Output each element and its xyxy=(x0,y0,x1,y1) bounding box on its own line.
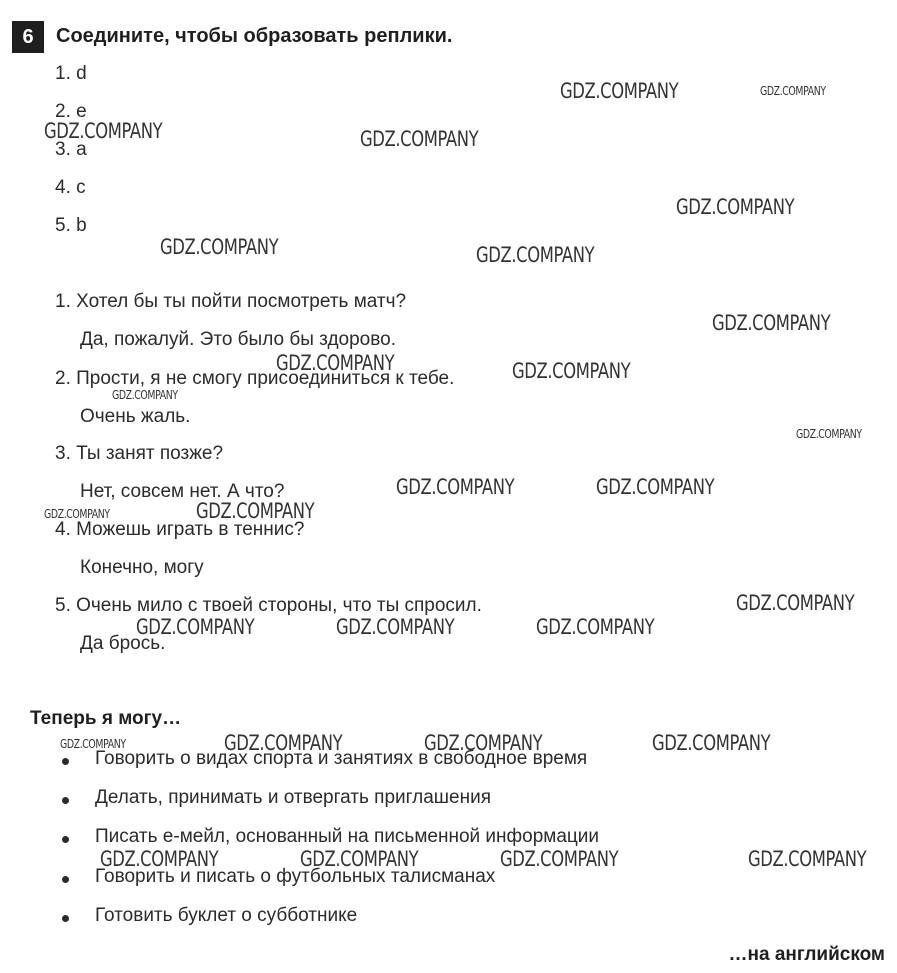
skill-item: Говорить и писать о футбольных талисманах xyxy=(95,866,496,887)
watermark: GDZ.COMPANY xyxy=(424,731,543,755)
watermark: GDZ.COMPANY xyxy=(160,235,279,259)
dialogue-question: 3. Ты занят позже? xyxy=(55,443,224,464)
watermark: GDZ.COMPANY xyxy=(596,475,715,499)
watermark: GDZ.COMPANY xyxy=(336,615,455,639)
dialogue-reply: Да, пожалуй. Это было бы здорово. xyxy=(80,329,396,350)
bullet-icon xyxy=(62,876,69,883)
watermark: GDZ.COMPANY xyxy=(760,84,826,98)
footer-text: …на английском xyxy=(728,944,885,965)
dialogue-reply: Очень жаль. xyxy=(80,406,191,427)
watermark: GDZ.COMPANY xyxy=(276,351,395,375)
watermark: GDZ.COMPANY xyxy=(536,615,655,639)
watermark: GDZ.COMPANY xyxy=(736,591,855,615)
answer-item: 4. c xyxy=(55,177,86,198)
bullet-icon xyxy=(62,758,69,765)
dialogue-reply: Нет, совсем нет. А что? xyxy=(80,481,285,502)
answer-item: 5. b xyxy=(55,215,87,236)
dialogue-question: 1. Хотел бы ты пойти посмотреть матч? xyxy=(55,291,407,312)
answer-item: 2. e xyxy=(55,101,87,122)
skill-item: Готовить буклет о субботнике xyxy=(95,905,358,926)
watermark: GDZ.COMPANY xyxy=(396,475,515,499)
watermark: GDZ.COMPANY xyxy=(676,195,795,219)
skill-item: Писать е-мейл, основанный на письменной информации xyxy=(95,826,600,847)
answer-item: 3. a xyxy=(55,139,87,160)
watermark: GDZ.COMPANY xyxy=(512,359,631,383)
watermark: GDZ.COMPANY xyxy=(136,615,255,639)
watermark: GDZ.COMPANY xyxy=(196,499,315,523)
watermark: GDZ.COMPANY xyxy=(60,737,126,751)
exercise-number-badge: 6 xyxy=(12,21,44,53)
section-title: Теперь я могу… xyxy=(30,708,182,729)
dialogue-question: 5. Очень мило с твоей стороны, что ты спросил. xyxy=(55,595,482,616)
watermark: GDZ.COMPANY xyxy=(300,847,419,871)
skill-item: Делать, принимать и отвергать приглашения xyxy=(95,787,492,808)
watermark: GDZ.COMPANY xyxy=(100,847,219,871)
skill-item: Говорить о видах спорта и занятиях в свободное время xyxy=(95,748,588,769)
bullet-icon xyxy=(62,797,69,804)
bullet-icon xyxy=(62,836,69,843)
watermark: GDZ.COMPANY xyxy=(44,119,163,143)
watermark: GDZ.COMPANY xyxy=(112,388,178,402)
dialogue-reply: Конечно, могу xyxy=(80,557,204,578)
watermark: GDZ.COMPANY xyxy=(500,847,619,871)
watermark: GDZ.COMPANY xyxy=(44,507,110,521)
watermark: GDZ.COMPANY xyxy=(652,731,771,755)
watermark: GDZ.COMPANY xyxy=(560,79,679,103)
exercise-title: Соедините, чтобы образовать реплики. xyxy=(56,25,453,47)
watermark: GDZ.COMPANY xyxy=(712,311,831,335)
watermark: GDZ.COMPANY xyxy=(748,847,867,871)
watermark: GDZ.COMPANY xyxy=(224,731,343,755)
dialogue-question: 2. Прости, я не смогу присоединиться к тебе. xyxy=(55,368,455,389)
dialogue-reply: Да брось. xyxy=(80,633,166,654)
watermark: GDZ.COMPANY xyxy=(796,427,862,441)
bullet-icon xyxy=(62,915,69,922)
dialogue-question: 4. Можешь играть в теннис? xyxy=(55,519,305,540)
answer-item: 1. d xyxy=(55,63,87,84)
watermark: GDZ.COMPANY xyxy=(476,243,595,267)
watermark: GDZ.COMPANY xyxy=(360,127,479,151)
